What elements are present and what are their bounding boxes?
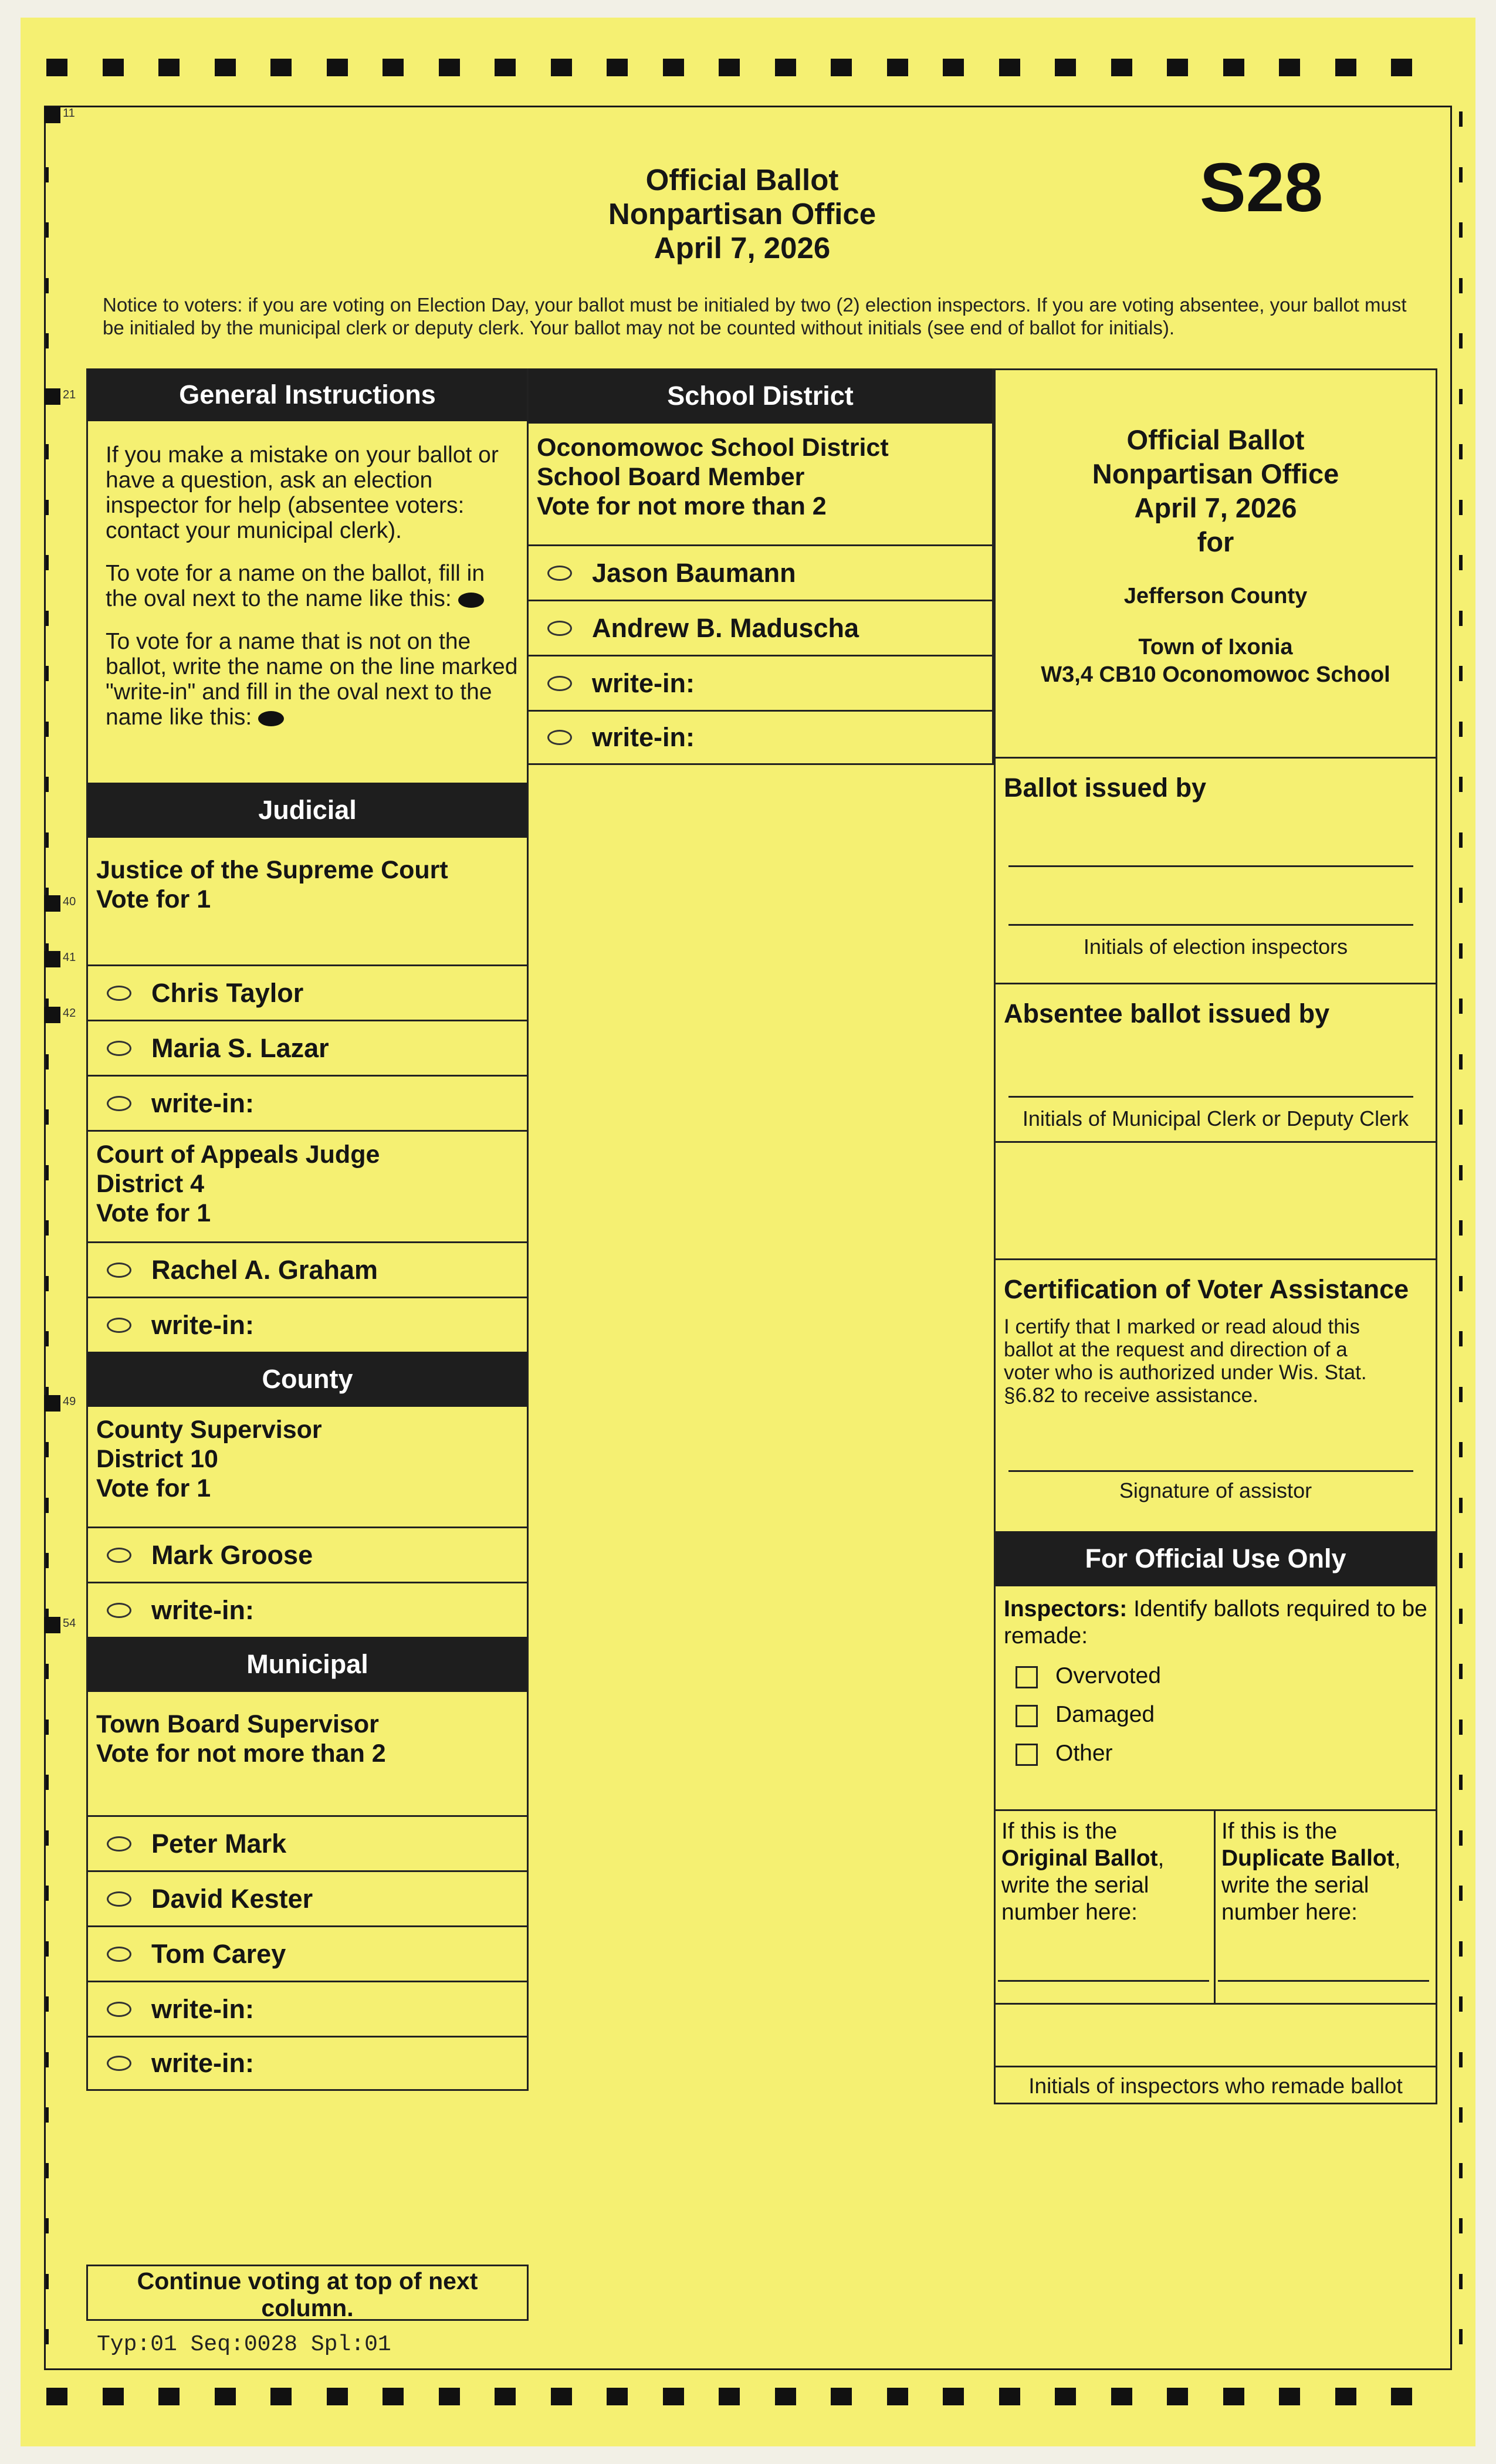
candidate-name: Andrew B. Maduscha — [592, 612, 859, 643]
instruction-text — [106, 629, 519, 730]
title-line: Nonpartisan Office — [608, 197, 876, 231]
checkbox-row[interactable] — [1016, 1663, 1427, 1690]
timing-mark — [1459, 722, 1463, 737]
timing-mark — [1459, 222, 1463, 238]
write-in-label: write-in: — [151, 1993, 254, 2024]
contest-district: District 10 — [96, 1445, 218, 1473]
vote-oval[interactable] — [107, 1096, 131, 1111]
absentee-issued-section — [996, 983, 1436, 1141]
candidate-name: Maria S. Lazar — [151, 1033, 329, 1063]
candidate-row[interactable] — [88, 1241, 527, 1297]
voter-assistance-text: I certify that I marked or read aloud this ballot at the request and direction of a voter who is authorized under Wis. Stat. §6.82 to receive assistance. — [1004, 1315, 1367, 1407]
timing-mark — [831, 2388, 852, 2405]
timing-mark — [215, 2388, 236, 2405]
candidate-row[interactable] — [88, 1020, 527, 1075]
timing-mark — [1223, 2388, 1244, 2405]
timing-mark — [831, 59, 852, 76]
judicial-header: Judicial — [88, 783, 527, 838]
timing-mark — [1459, 1941, 1463, 1957]
timing-mark — [1459, 500, 1463, 515]
vote-oval[interactable] — [107, 1318, 131, 1333]
contest-school-board — [529, 424, 992, 544]
contest-instruction: Vote for not more than 2 — [96, 1739, 386, 1768]
ballot-title — [584, 163, 901, 265]
row-mark — [44, 1007, 60, 1023]
write-in-label: write-in: — [592, 668, 695, 698]
row-mark — [44, 1617, 60, 1633]
timing-mark — [1459, 943, 1463, 959]
timing-mark — [775, 59, 796, 76]
timing-mark — [1459, 1664, 1463, 1679]
filled-oval-icon — [258, 711, 284, 726]
write-in-row[interactable] — [88, 1075, 527, 1130]
title-line: April 7, 2026 — [654, 231, 831, 265]
timing-mark — [1459, 1276, 1463, 1291]
timing-mark — [383, 2388, 404, 2405]
contest-county-supervisor — [88, 1407, 527, 1527]
timing-mark — [1391, 59, 1412, 76]
duplicate-ballot-cell — [1216, 1811, 1436, 2003]
info-ward: W3,4 CB10 Oconomowoc School — [1041, 662, 1390, 687]
original-serial-line[interactable] — [998, 1980, 1209, 1982]
write-in-label: write-in: — [151, 1088, 254, 1118]
vote-oval[interactable] — [547, 621, 572, 636]
other-checkbox[interactable] — [1016, 1744, 1038, 1766]
timing-mark — [1279, 59, 1300, 76]
county-header: County — [88, 1352, 527, 1407]
ballot-info-block — [996, 368, 1436, 757]
column-3 — [994, 368, 1437, 2104]
inspectors-initials-caption: Initials of election inspectors — [1083, 935, 1348, 959]
row-mark-number: 21 — [63, 388, 76, 401]
timing-mark — [1459, 666, 1463, 681]
ballot-sheet — [21, 18, 1475, 2446]
write-in-row[interactable] — [529, 655, 992, 710]
timing-mark — [1459, 1720, 1463, 1735]
assistor-signature-line[interactable] — [1008, 1470, 1413, 1472]
info-title-line: April 7, 2026 — [1134, 492, 1297, 523]
contest-instruction: Vote for not more than 2 — [537, 492, 827, 520]
timing-mark — [103, 59, 124, 76]
write-in-label: write-in: — [592, 722, 695, 752]
timing-mark — [270, 59, 292, 76]
row-mark — [44, 895, 60, 912]
original-ballot-cell — [996, 1811, 1216, 2003]
timing-mark — [1459, 1886, 1463, 1901]
remade-initials-line[interactable] — [996, 2066, 1436, 2067]
timing-mark — [1459, 999, 1463, 1014]
timing-mark — [607, 59, 628, 76]
note-text: , write the serial number here: — [1221, 1846, 1401, 1925]
timing-mark — [1459, 832, 1463, 848]
timing-mark — [1459, 2107, 1463, 2123]
serial-number-section — [996, 1809, 1436, 2003]
timing-mark — [215, 59, 236, 76]
timing-mark — [1459, 1498, 1463, 1513]
candidate-row[interactable] — [529, 544, 992, 600]
timing-mark — [1459, 1775, 1463, 1790]
timing-mark — [663, 59, 684, 76]
contest-instruction: Vote for 1 — [96, 1199, 211, 1227]
timing-mark — [1055, 59, 1076, 76]
checkbox-label: Other — [1055, 1741, 1113, 1766]
inspectors-text: Identify ballots required to be remade: — [1004, 1596, 1427, 1649]
contest-title: Town Board Supervisor — [96, 1710, 379, 1738]
checkbox-row[interactable] — [1016, 1701, 1427, 1728]
candidate-name: Chris Taylor — [151, 977, 304, 1008]
timing-mark — [943, 59, 964, 76]
school-district-header: School District — [529, 368, 992, 424]
general-instructions — [88, 421, 527, 783]
instruction-text: If you make a mistake on your ballot or have a question, ask an election inspector for help (absentee voters: contact your municipal clerk). — [106, 442, 499, 543]
candidate-name: David Kester — [151, 1883, 313, 1914]
contest-title: Oconomowoc School District — [537, 434, 889, 462]
timing-mark — [1459, 167, 1463, 182]
write-in-row[interactable] — [88, 1582, 527, 1637]
damaged-checkbox[interactable] — [1016, 1705, 1038, 1727]
municipal-header: Municipal — [88, 1637, 527, 1692]
timing-mark — [327, 2388, 348, 2405]
timing-mark — [1459, 1054, 1463, 1069]
official-use-header: For Official Use Only — [996, 1531, 1436, 1586]
clerk-initials-caption: Initials of Municipal Clerk or Deputy Clerk — [1022, 1106, 1409, 1131]
timing-mark — [1055, 2388, 1076, 2405]
info-town: Town of Ixonia — [1138, 635, 1293, 659]
continue-voting-note: Continue voting at top of next column. — [86, 2265, 529, 2321]
timing-mark — [663, 2388, 684, 2405]
timing-mark — [1223, 59, 1244, 76]
write-in-row[interactable] — [88, 1981, 527, 2036]
timing-mark — [1167, 2388, 1188, 2405]
ballot-footer-code: Typ:01 Seq:0028 Spl:01 — [97, 2332, 391, 2357]
note-bold: Original Ballot — [1001, 1846, 1158, 1871]
contest-town-board — [88, 1692, 527, 1815]
timing-mark — [1459, 278, 1463, 293]
timing-mark — [1459, 777, 1463, 792]
write-in-row[interactable] — [529, 710, 992, 765]
candidate-row[interactable] — [88, 964, 527, 1020]
timing-mark — [999, 59, 1020, 76]
row-mark-number: 41 — [63, 951, 76, 964]
write-in-row[interactable] — [88, 2036, 527, 2091]
timing-mark — [158, 59, 180, 76]
timing-mark — [551, 2388, 572, 2405]
timing-mark — [719, 59, 740, 76]
instruction-text-writein: To vote for a name that is not on the ballot, write the name on the line marked "write-in" and fill in the oval next to the name like this: — [106, 629, 518, 730]
timing-mark — [1459, 1109, 1463, 1125]
duplicate-serial-line[interactable] — [1218, 1980, 1429, 1982]
timing-mark — [1459, 333, 1463, 348]
vote-oval[interactable] — [107, 1947, 131, 1962]
contest-instruction: Vote for 1 — [96, 885, 211, 913]
ballot-issued-label: Ballot issued by — [1004, 773, 1207, 803]
row-mark — [44, 388, 60, 405]
inspectors-label: Inspectors: — [1004, 1596, 1128, 1622]
row-mark — [44, 107, 60, 123]
contest-instruction: Vote for 1 — [96, 1474, 211, 1502]
ballot-issued-section — [996, 757, 1436, 983]
timing-mark — [1335, 59, 1356, 76]
info-title-line: Nonpartisan Office — [1092, 458, 1339, 489]
timing-mark — [943, 2388, 964, 2405]
timing-mark — [1111, 59, 1132, 76]
timing-mark — [103, 2388, 124, 2405]
checkbox-label: Damaged — [1055, 1702, 1155, 1727]
vote-oval[interactable] — [547, 676, 572, 691]
vote-oval[interactable] — [547, 730, 572, 745]
timing-mark — [1167, 59, 1188, 76]
timing-mark — [270, 2388, 292, 2405]
original-ballot-note — [1001, 1818, 1208, 1926]
contest-office: School Board Member — [537, 463, 805, 491]
candidate-row[interactable] — [88, 1870, 527, 1925]
vote-oval[interactable] — [107, 1263, 131, 1278]
timing-mark — [999, 2388, 1020, 2405]
column-1 — [86, 368, 529, 2091]
candidate-name: Rachel A. Graham — [151, 1254, 378, 1285]
timing-mark — [719, 2388, 740, 2405]
note-text: , write the serial number here: — [1001, 1846, 1165, 1925]
timing-mark — [158, 2388, 180, 2405]
timing-mark — [1459, 1609, 1463, 1624]
timing-mark — [1459, 2218, 1463, 2233]
row-mark-number: 42 — [63, 1007, 76, 1020]
row-mark-number: 54 — [63, 1617, 76, 1630]
duplicate-ballot-note — [1221, 1818, 1430, 1926]
instruction-text-fill: To vote for a name on the ballot, fill in the oval next to the name like this: — [106, 561, 485, 611]
vote-oval[interactable] — [107, 1891, 131, 1907]
candidate-name: Mark Groose — [151, 1539, 313, 1570]
write-in-label: write-in: — [151, 1309, 254, 1340]
candidate-name: Peter Mark — [151, 1828, 287, 1859]
timing-mark — [383, 59, 404, 76]
info-title-line: for — [1197, 526, 1234, 557]
vote-oval[interactable] — [107, 1836, 131, 1852]
write-in-label: write-in: — [151, 2048, 254, 2078]
timing-mark — [1111, 2388, 1132, 2405]
vote-oval[interactable] — [107, 2002, 131, 2017]
official-use-section — [996, 1586, 1436, 1809]
timing-mark — [46, 59, 67, 76]
timing-mark — [439, 2388, 460, 2405]
remade-initials-section — [996, 2003, 1436, 2103]
candidate-row[interactable] — [88, 1815, 527, 1870]
checkbox-row[interactable] — [1016, 1740, 1427, 1767]
timing-mark — [775, 2388, 796, 2405]
timing-mark — [1459, 1996, 1463, 2012]
info-county: Jefferson County — [1123, 584, 1308, 608]
vote-oval[interactable] — [107, 1603, 131, 1618]
contest-district: District 4 — [96, 1170, 205, 1198]
note-text: If this is the — [1001, 1819, 1118, 1844]
write-in-row[interactable] — [88, 1297, 527, 1352]
timing-mark — [1459, 2274, 1463, 2289]
general-instructions-header: General Instructions — [88, 368, 527, 421]
filled-oval-icon — [458, 593, 484, 608]
timing-mark — [1459, 2052, 1463, 2067]
candidate-name: Jason Baumann — [592, 557, 796, 588]
timing-mark — [1459, 389, 1463, 404]
assistor-signature-caption: Signature of assistor — [1119, 1478, 1312, 1502]
timing-mark — [1459, 1553, 1463, 1568]
instruction-text — [106, 561, 519, 611]
row-mark-number: 49 — [63, 1395, 76, 1408]
timing-mark — [495, 59, 516, 76]
contest-court-of-appeals — [88, 1130, 527, 1241]
timing-mark — [1459, 111, 1463, 127]
column-2 — [529, 368, 994, 765]
timing-mark — [327, 59, 348, 76]
inspector-initials-line-1[interactable] — [1008, 865, 1413, 867]
timing-mark — [1459, 888, 1463, 903]
ballot-style-code: S28 — [1200, 149, 1323, 226]
vote-oval[interactable] — [107, 1548, 131, 1563]
timing-mark — [1335, 2388, 1356, 2405]
timing-mark — [607, 2388, 628, 2405]
timing-mark — [1459, 1387, 1463, 1402]
timing-mark — [1459, 1331, 1463, 1346]
candidate-row[interactable] — [88, 1925, 527, 1981]
overvoted-checkbox[interactable] — [1016, 1666, 1038, 1688]
timing-mark — [1459, 2163, 1463, 2178]
info-title — [996, 423, 1436, 559]
timing-mark — [1459, 2329, 1463, 2344]
row-mark-number: 11 — [63, 107, 75, 120]
timing-mark — [887, 59, 908, 76]
row-mark — [44, 1395, 60, 1412]
timing-mark — [495, 2388, 516, 2405]
note-text: If this is the — [1221, 1819, 1338, 1844]
timing-mark — [1459, 611, 1463, 626]
timing-mark — [1459, 1830, 1463, 1846]
timing-mark — [1459, 1220, 1463, 1236]
vote-oval[interactable] — [107, 1041, 131, 1056]
timing-mark — [1279, 2388, 1300, 2405]
candidate-name: Tom Carey — [151, 1938, 286, 1969]
contest-supreme-court — [88, 838, 527, 964]
contest-title: Court of Appeals Judge — [96, 1140, 380, 1169]
title-line: Official Ballot — [645, 163, 839, 197]
vote-oval[interactable] — [107, 2056, 131, 2071]
voter-assistance-title: Certification of Voter Assistance — [1004, 1274, 1409, 1304]
timing-mark — [551, 59, 572, 76]
contest-title: County Supervisor — [96, 1416, 322, 1444]
blank-section — [996, 1141, 1436, 1258]
candidate-row[interactable] — [529, 600, 992, 655]
timing-mark — [1459, 555, 1463, 570]
timing-mark — [1459, 1442, 1463, 1457]
contest-title: Justice of the Supreme Court — [96, 856, 448, 884]
timing-mark — [1391, 2388, 1412, 2405]
timing-mark — [887, 2388, 908, 2405]
remade-initials-caption: Initials of inspectors who remade ballot — [1028, 2074, 1403, 2098]
voter-assistance-section — [996, 1258, 1436, 1531]
timing-mark — [439, 59, 460, 76]
candidate-row[interactable] — [88, 1527, 527, 1582]
vote-oval[interactable] — [547, 566, 572, 581]
checkbox-label: Overvoted — [1055, 1663, 1161, 1688]
write-in-label: write-in: — [151, 1595, 254, 1625]
timing-mark — [1459, 1165, 1463, 1180]
absentee-issued-label: Absentee ballot issued by — [1004, 999, 1330, 1028]
timing-mark — [1459, 444, 1463, 459]
notice-to-voters: Notice to voters: if you are voting on Election Day, your ballot must be initialed by two (2) election inspectors. If you are voting absentee, your ballot must be initialed by the municipal clerk or deputy clerk. Your ballot may not be counted without initials (see end of ballot for initials). — [103, 294, 1407, 339]
clerk-initials-line[interactable] — [1008, 1096, 1413, 1098]
inspectors-note — [1004, 1596, 1427, 1650]
row-mark — [44, 951, 60, 967]
note-bold: Duplicate Ballot — [1221, 1846, 1395, 1871]
inspector-initials-line-2[interactable] — [1008, 924, 1413, 926]
vote-oval[interactable] — [107, 986, 131, 1001]
timing-mark — [46, 2388, 67, 2405]
info-title-line: Official Ballot — [1126, 424, 1305, 455]
row-mark-number: 40 — [63, 895, 76, 908]
